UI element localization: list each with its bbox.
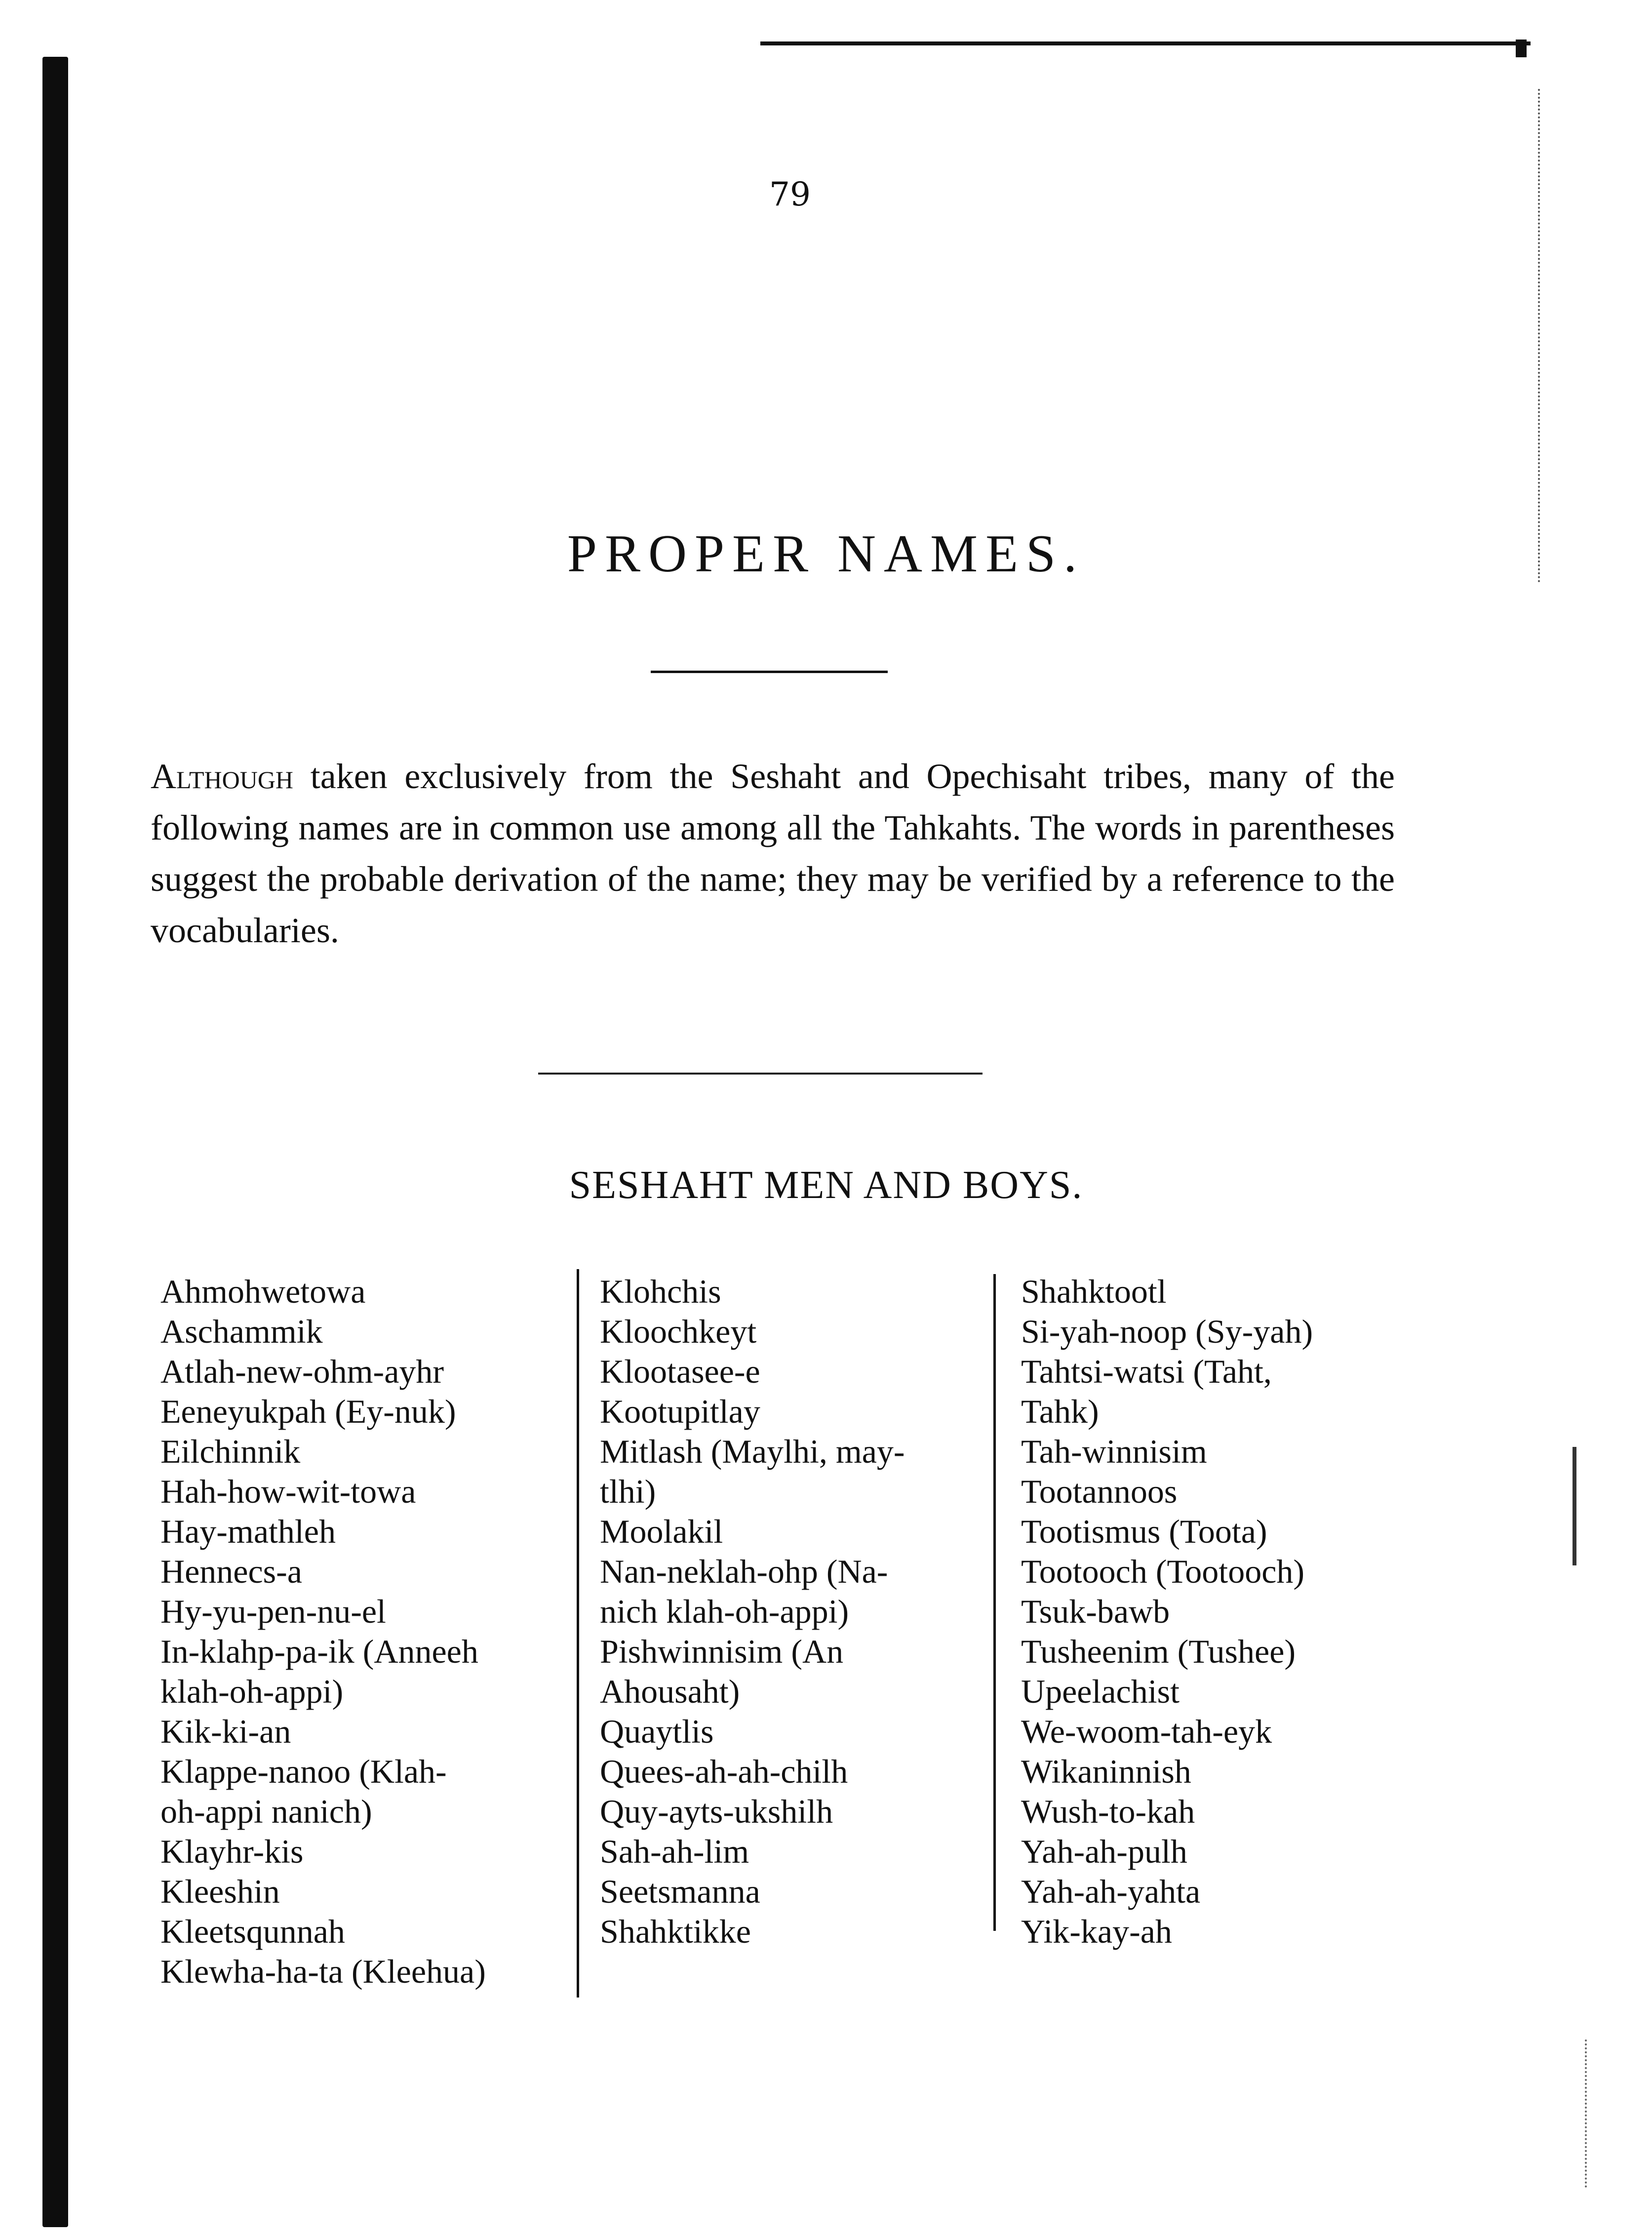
name-entry-main: In-klahp-pa-ik (Anneeh <box>160 1633 478 1670</box>
name-entry: Kleeshin <box>160 1873 280 1910</box>
name-entry-continuation: klah-oh-appi) <box>160 1673 344 1710</box>
name-entry: Kloochkeyt <box>600 1313 757 1350</box>
binding-shadow <box>42 57 68 2227</box>
top-edge-rule <box>760 41 1531 45</box>
name-entry: Wush-to-kah <box>1021 1793 1195 1830</box>
name-entry-continuation: Tahk) <box>1021 1393 1099 1430</box>
name-entry: Kleetsqunnah <box>160 1913 345 1950</box>
name-entry: Aschammik <box>160 1313 323 1350</box>
name-entry: Eeneyukpah (Ey-nuk) <box>160 1393 456 1430</box>
name-entry: Hay-mathleh <box>160 1513 336 1550</box>
right-edge-speckle-lower <box>1585 2039 1591 2188</box>
name-entry: Hennecs-a <box>160 1553 302 1590</box>
intro-text: taken exclusively from the Seshaht and Opechisaht tribes, many of the following names are in common use among all the Tahkahts. The words in parentheses suggest the probable derivation of the name; they may be verified by a reference to the vocabularies. <box>151 757 1395 950</box>
name-entry-continuation: Ahousaht) <box>600 1673 740 1710</box>
name-entry-main: Mitlash (Maylhi, may- <box>600 1433 905 1470</box>
name-entry: Tootismus (Toota) <box>1021 1513 1267 1550</box>
name-entry: Shahktootl <box>1021 1273 1167 1310</box>
name-entry: Atlah-new-ohm-ayhr <box>160 1353 444 1390</box>
column-divider <box>577 1269 579 1998</box>
name-entry: Wikaninnish <box>1021 1753 1191 1790</box>
name-entry: We-woom-tah-eyk <box>1021 1713 1272 1750</box>
name-entry-continuation: nich klah-oh-appi) <box>600 1593 849 1630</box>
name-entry-main: Pishwinnisim (An <box>600 1633 844 1670</box>
intro-paragraph <box>151 751 1395 956</box>
name-entry-main: Tahtsi-watsi (Taht, <box>1021 1353 1272 1390</box>
name-entry: Tootannoos <box>1021 1473 1178 1510</box>
section-heading: SESHAHT MEN AND BOYS. <box>569 1163 1083 1207</box>
column-divider <box>993 1274 996 1931</box>
name-entry: Tusheenim (Tushee) <box>1021 1633 1296 1670</box>
name-entry: Klohchis <box>600 1273 721 1310</box>
name-entry: Hy-yu-pen-nu-el <box>160 1593 386 1630</box>
title-divider <box>651 671 888 673</box>
name-entry: Kik-ki-an <box>160 1713 291 1750</box>
page-title: PROPER NAMES. <box>567 524 1085 583</box>
name-entry: Tootooch (Tootooch) <box>1021 1553 1305 1590</box>
name-entry: Tah-winnisim <box>1021 1433 1207 1470</box>
name-entry <box>600 1552 995 1632</box>
right-edge-mark <box>1573 1447 1581 1565</box>
name-entry: Klayhr-kis <box>160 1833 304 1870</box>
name-entry: Shahktikke <box>600 1913 751 1950</box>
page-number: 79 <box>769 175 811 213</box>
name-entry <box>600 1632 995 1712</box>
intro-lead-word: Although <box>151 757 294 796</box>
name-entry: Yik-kay-ah <box>1021 1913 1172 1950</box>
name-entry-continuation: tlhi) <box>600 1473 656 1510</box>
name-entry: Yah-ah-yahta <box>1021 1873 1201 1910</box>
names-column-1 <box>160 1272 565 1992</box>
name-entry: Ahmohwetowa <box>160 1273 366 1310</box>
name-entry <box>600 1432 995 1512</box>
names-column-2 <box>600 1272 995 1952</box>
name-entry: Sah-ah-lim <box>600 1833 749 1870</box>
name-entry: Si-yah-noop (Sy-yah) <box>1021 1313 1313 1350</box>
name-entry: Yah-ah-pulh <box>1021 1833 1187 1870</box>
name-entry: Tsuk-bawb <box>1021 1593 1170 1630</box>
name-entry: Quees-ah-ah-chilh <box>600 1753 848 1790</box>
name-entry: Klewha-ha-ta (Kleehua) <box>160 1953 486 1990</box>
right-edge-speckle <box>1538 89 1545 583</box>
name-entry: Quy-ayts-ukshilh <box>600 1793 833 1830</box>
name-entry: Quaytlis <box>600 1713 714 1750</box>
name-entry-continuation: oh-appi nanich) <box>160 1793 372 1830</box>
name-entry: Kootupitlay <box>600 1393 760 1430</box>
name-entry: Klootasee-e <box>600 1353 760 1390</box>
name-entry <box>160 1752 565 1832</box>
name-entry: Hah-how-wit-towa <box>160 1473 416 1510</box>
name-entry: Moolakil <box>600 1513 723 1550</box>
name-entry: Seetsmanna <box>600 1873 760 1910</box>
name-entry-main: Klappe-nanoo (Klah- <box>160 1753 447 1790</box>
section-divider <box>538 1073 983 1075</box>
name-entry: Upeelachist <box>1021 1673 1180 1710</box>
name-entry <box>1021 1352 1416 1432</box>
name-entry-main: Nan-neklah-ohp (Na- <box>600 1553 888 1590</box>
name-entry <box>160 1632 565 1712</box>
name-entry: Eilchinnik <box>160 1433 301 1470</box>
top-edge-mark <box>1516 40 1527 57</box>
names-column-3 <box>1021 1272 1416 1952</box>
